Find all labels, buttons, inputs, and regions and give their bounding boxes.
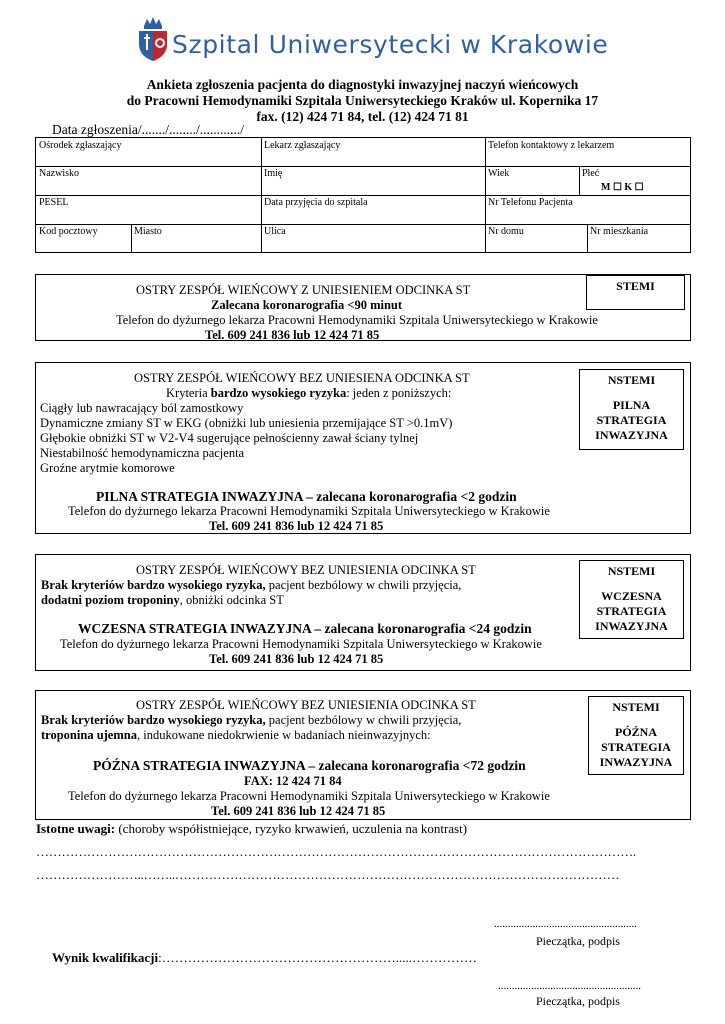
stemi-tag-label: STEMI [616, 279, 655, 293]
stemi-phone-line: Telefon do dyżurnego lekarza Pracowni Hemodynamiki Szpitala Uniwersyteckiego w Krakowie [116, 313, 598, 327]
city-field[interactable]: Miasto [134, 226, 162, 237]
pesel-field[interactable]: PESEL [39, 197, 69, 208]
stamp-signature-label-2: Pieczątka, podpis [536, 994, 620, 1008]
doctor-phone-field[interactable]: Telefon kontaktowy z lekarzem [488, 140, 615, 151]
patient-data-table [35, 137, 691, 253]
urgent-tel: Tel. 609 241 836 lub 12 424 71 85 [209, 519, 384, 533]
nstemi-early-title: OSTRY ZESPÓŁ WIEŃCOWY BEZ UNIESIENIA ODCINKA ST [136, 563, 476, 577]
tag-line: INWAZYJNA [595, 428, 668, 442]
nstemi-urgent-tag[interactable] [579, 369, 684, 450]
criteria-item: Groźne arytmie komorowe [40, 461, 175, 475]
early-phone-line: Telefon do dyżurnego lekarza Pracowni Hemodynamiki Szpitala Uniwersyteckiego w Krakowie [60, 637, 542, 651]
form-title-line3: fax. (12) 424 71 84, tel. (12) 424 71 81 [256, 109, 469, 124]
tag-line: INWAZYJNA [595, 619, 668, 633]
nstemi-early-section [35, 554, 691, 671]
tag-line: INWAZYJNA [599, 755, 673, 769]
criteria-item: Niestabilność hemodynamiczna pacjenta [40, 446, 245, 460]
nstemi-urgent-criteria: Kryteria bardzo wysokiego ryzyka: jeden z poniższych: [166, 386, 452, 400]
hospital-crest-icon [135, 16, 171, 62]
tag-line: STRATEGIA [601, 740, 671, 754]
tag-line: PILNA [612, 398, 651, 412]
qualification-result-field[interactable]: Wynik kwalifikacji:……………………………………………….....…………… [52, 950, 477, 965]
stemi-title: OSTRY ZESPÓŁ WIEŃCOWY Z UNIESIENIEM ODCINKA ST [136, 283, 471, 297]
nstemi-early-tag[interactable] [579, 560, 684, 639]
tag-line: STRATEGIA [596, 413, 667, 427]
hospital-name-logo: Szpital Uniwersytecki w Krakowie [172, 30, 609, 59]
surname-field[interactable]: Nazwisko [39, 168, 79, 179]
nstemi-late-line1: Brak kryteriów bardzo wysokiego ryzyka, pacjent bezbólowy w chwili przyjęcia, [41, 713, 462, 727]
house-number-field[interactable]: Nr domu [488, 226, 524, 237]
late-strategy-line: PÓŹNA STRATEGIA INWAZYJNA – zalecana koronarografia <72 godzin [93, 758, 526, 773]
admission-date-field[interactable]: Data przyjęcia do szpitala [264, 197, 368, 208]
stemi-section [35, 274, 691, 341]
nstemi-urgent-section [35, 362, 691, 534]
submission-date-field[interactable]: Data zgłoszenia/......./......../............/ [52, 122, 244, 137]
notes-line-1[interactable]: ……………………………………………………………………………………………………………………………. [36, 844, 636, 859]
stamp-signature-line-1[interactable]: .................................................... [494, 918, 637, 930]
stemi-tag[interactable] [586, 275, 685, 310]
street-field[interactable]: Ulica [264, 226, 286, 237]
tag-line: NSTEMI [612, 700, 660, 714]
sex-checkboxes[interactable]: M ☐ K ☐ [601, 182, 644, 193]
nstemi-late-line2: troponina ujemna, indukowane niedokrwienie w badaniach nieinwazyjnych: [41, 728, 431, 742]
nstemi-urgent-title: OSTRY ZESPÓŁ WIEŃCOWY BEZ UNIESIENA ODCINKA ST [134, 371, 470, 385]
form-title-line2: do Pracowni Hemodynamiki Szpitala Uniwersyteckiego Kraków ul. Kopernika 17 [126, 93, 599, 108]
notes-line-2[interactable]: ……………………..……..…………………………………………………………………………………………… [36, 867, 620, 882]
criteria-item: Ciągły lub nawracający ból zamostkowy [40, 401, 244, 415]
apartment-number-field[interactable]: Nr mieszkania [590, 226, 649, 237]
early-tel: Tel. 609 241 836 lub 12 424 71 85 [209, 652, 384, 666]
nstemi-late-tag[interactable] [588, 696, 684, 775]
tag-line: STRATEGIA [596, 604, 667, 618]
late-tel: Tel. 609 241 836 lub 12 424 71 85 [211, 804, 386, 818]
form-title-line1: Ankieta zgłoszenia pacjenta do diagnostyki inwazyjnej naczyń wieńcowych [146, 77, 579, 92]
tag-line: PÓŹNA [615, 725, 657, 739]
referring-center-field[interactable]: Ośrodek zgłaszający [39, 140, 122, 151]
sex-label: Płeć [582, 168, 600, 179]
nstemi-late-section [35, 690, 691, 820]
urgent-phone-line: Telefon do dyżurnego lekarza Pracowni Hemodynamiki Szpitala Uniwersyteckiego w Krakowie [68, 504, 550, 518]
postal-code-field[interactable]: Kod pocztowy [39, 226, 98, 237]
first-name-field[interactable]: Imię [264, 168, 283, 179]
nstemi-early-line2: dodatni poziom troponiny, obniżki odcinka ST [41, 593, 284, 607]
tag-line: WCZESNA [601, 589, 662, 603]
nstemi-late-title: OSTRY ZESPÓŁ WIEŃCOWY BEZ UNIESIENIA ODCINKA ST [136, 698, 476, 712]
patient-phone-field[interactable]: Nr Telefonu Pacjenta [488, 197, 573, 208]
stemi-tel: Tel. 609 241 836 lub 12 424 71 85 [205, 328, 380, 342]
important-notes-label: Istotne uwagi: (choroby współistniejące, ryzyko krwawień, uczulenia na kontrast) [36, 821, 468, 836]
urgent-strategy-line: PILNA STRATEGIA INWAZYJNA – zalecana koronarografia <2 godzin [96, 489, 517, 504]
nstemi-early-line1: Brak kryteriów bardzo wysokiego ryzyka, pacjent bezbólowy w chwili przyjęcia, [41, 578, 462, 592]
late-fax: FAX: 12 424 71 84 [244, 774, 342, 788]
tag-line: NSTEMI [607, 373, 656, 387]
stamp-signature-label-1: Pieczątka, podpis [536, 934, 620, 948]
stemi-recommendation: Zalecana koronarografia <90 minut [211, 298, 403, 312]
referring-doctor-field[interactable]: Lekarz zgłaszający [264, 140, 341, 151]
early-strategy-line: WCZESNA STRATEGIA INWAZYJNA – zalecana koronarografia <24 godzin [78, 621, 532, 636]
late-phone-line: Telefon do dyżurnego lekarza Pracowni Hemodynamiki Szpitala Uniwersyteckiego w Krakowie [68, 789, 550, 803]
stamp-signature-line-2[interactable]: .................................................... [498, 980, 641, 992]
criteria-item: Dynamiczne zmiany ST w EKG (obniżki lub uniesienia przemijające ST >0.1mV) [40, 416, 453, 430]
tag-line: NSTEMI [607, 564, 656, 578]
criteria-item: Głębokie obniżki ST w V2-V4 sugerujące pełnościenny zawał ściany tylnej [40, 431, 419, 445]
age-field[interactable]: Wiek [488, 168, 510, 179]
